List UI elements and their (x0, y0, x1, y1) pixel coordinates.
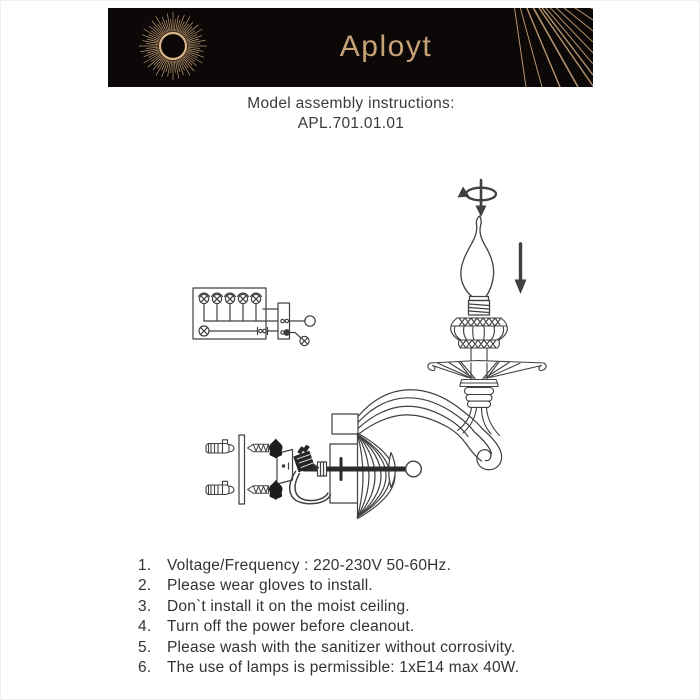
item-number: 3. (138, 597, 152, 615)
item-text: The use of lamps is permissible: 1xE14 max 40W. (167, 659, 520, 677)
rotate-arrow-icon (458, 180, 497, 217)
bobeche-dish (428, 361, 546, 380)
lamp-symbols (199, 293, 262, 321)
item-text: Voltage/Frequency : 220-230V 50-60Hz. (167, 557, 451, 574)
wall-anchor (206, 440, 234, 453)
mounting-screw (248, 480, 283, 500)
rod-nut (318, 462, 327, 476)
instruction-item (138, 597, 519, 617)
mounting-screw (248, 439, 283, 459)
item-number: 4. (138, 618, 152, 636)
wiring-schematic (193, 288, 315, 346)
terminal-box-symbol (278, 303, 290, 339)
brand-name: Aployt (339, 30, 433, 63)
instruction-item (138, 638, 519, 658)
down-arrow-icon (515, 244, 527, 294)
ball-finial (406, 461, 422, 477)
item-number: 5. (138, 638, 152, 656)
item-number: 2. (138, 577, 152, 595)
candle-bulb (461, 216, 494, 315)
instruction-item (138, 556, 519, 576)
mount-housing (330, 444, 358, 503)
item-number: 6. (138, 659, 152, 677)
page-title: Model assembly instructions: (247, 95, 455, 112)
item-text: Turn off the power before cleanout. (167, 618, 415, 636)
instruction-item (138, 658, 519, 678)
screw-rosette-cap (269, 439, 282, 459)
wall-mount (304, 414, 421, 519)
candle-socket-cup (451, 318, 508, 361)
instruction-item (138, 576, 519, 596)
column-rings (460, 380, 498, 408)
wall-anchor (206, 481, 234, 494)
lamp-symbol (199, 326, 209, 336)
item-text: Please wash with the sanitizer without corrosivity. (167, 638, 516, 656)
arm-connector-box (332, 414, 358, 434)
item-text: Don`t install it on the moist ceiling. (167, 597, 410, 615)
item-text: Please wear gloves to install. (167, 577, 373, 595)
model-number: APL.701.01.01 (297, 114, 405, 132)
holder-symbol (305, 316, 315, 326)
item-number: 1. (138, 557, 152, 574)
instruction-item (138, 617, 519, 637)
lamp-symbol (300, 336, 309, 345)
mounting-strip (239, 435, 245, 504)
instructions-list (138, 556, 519, 678)
